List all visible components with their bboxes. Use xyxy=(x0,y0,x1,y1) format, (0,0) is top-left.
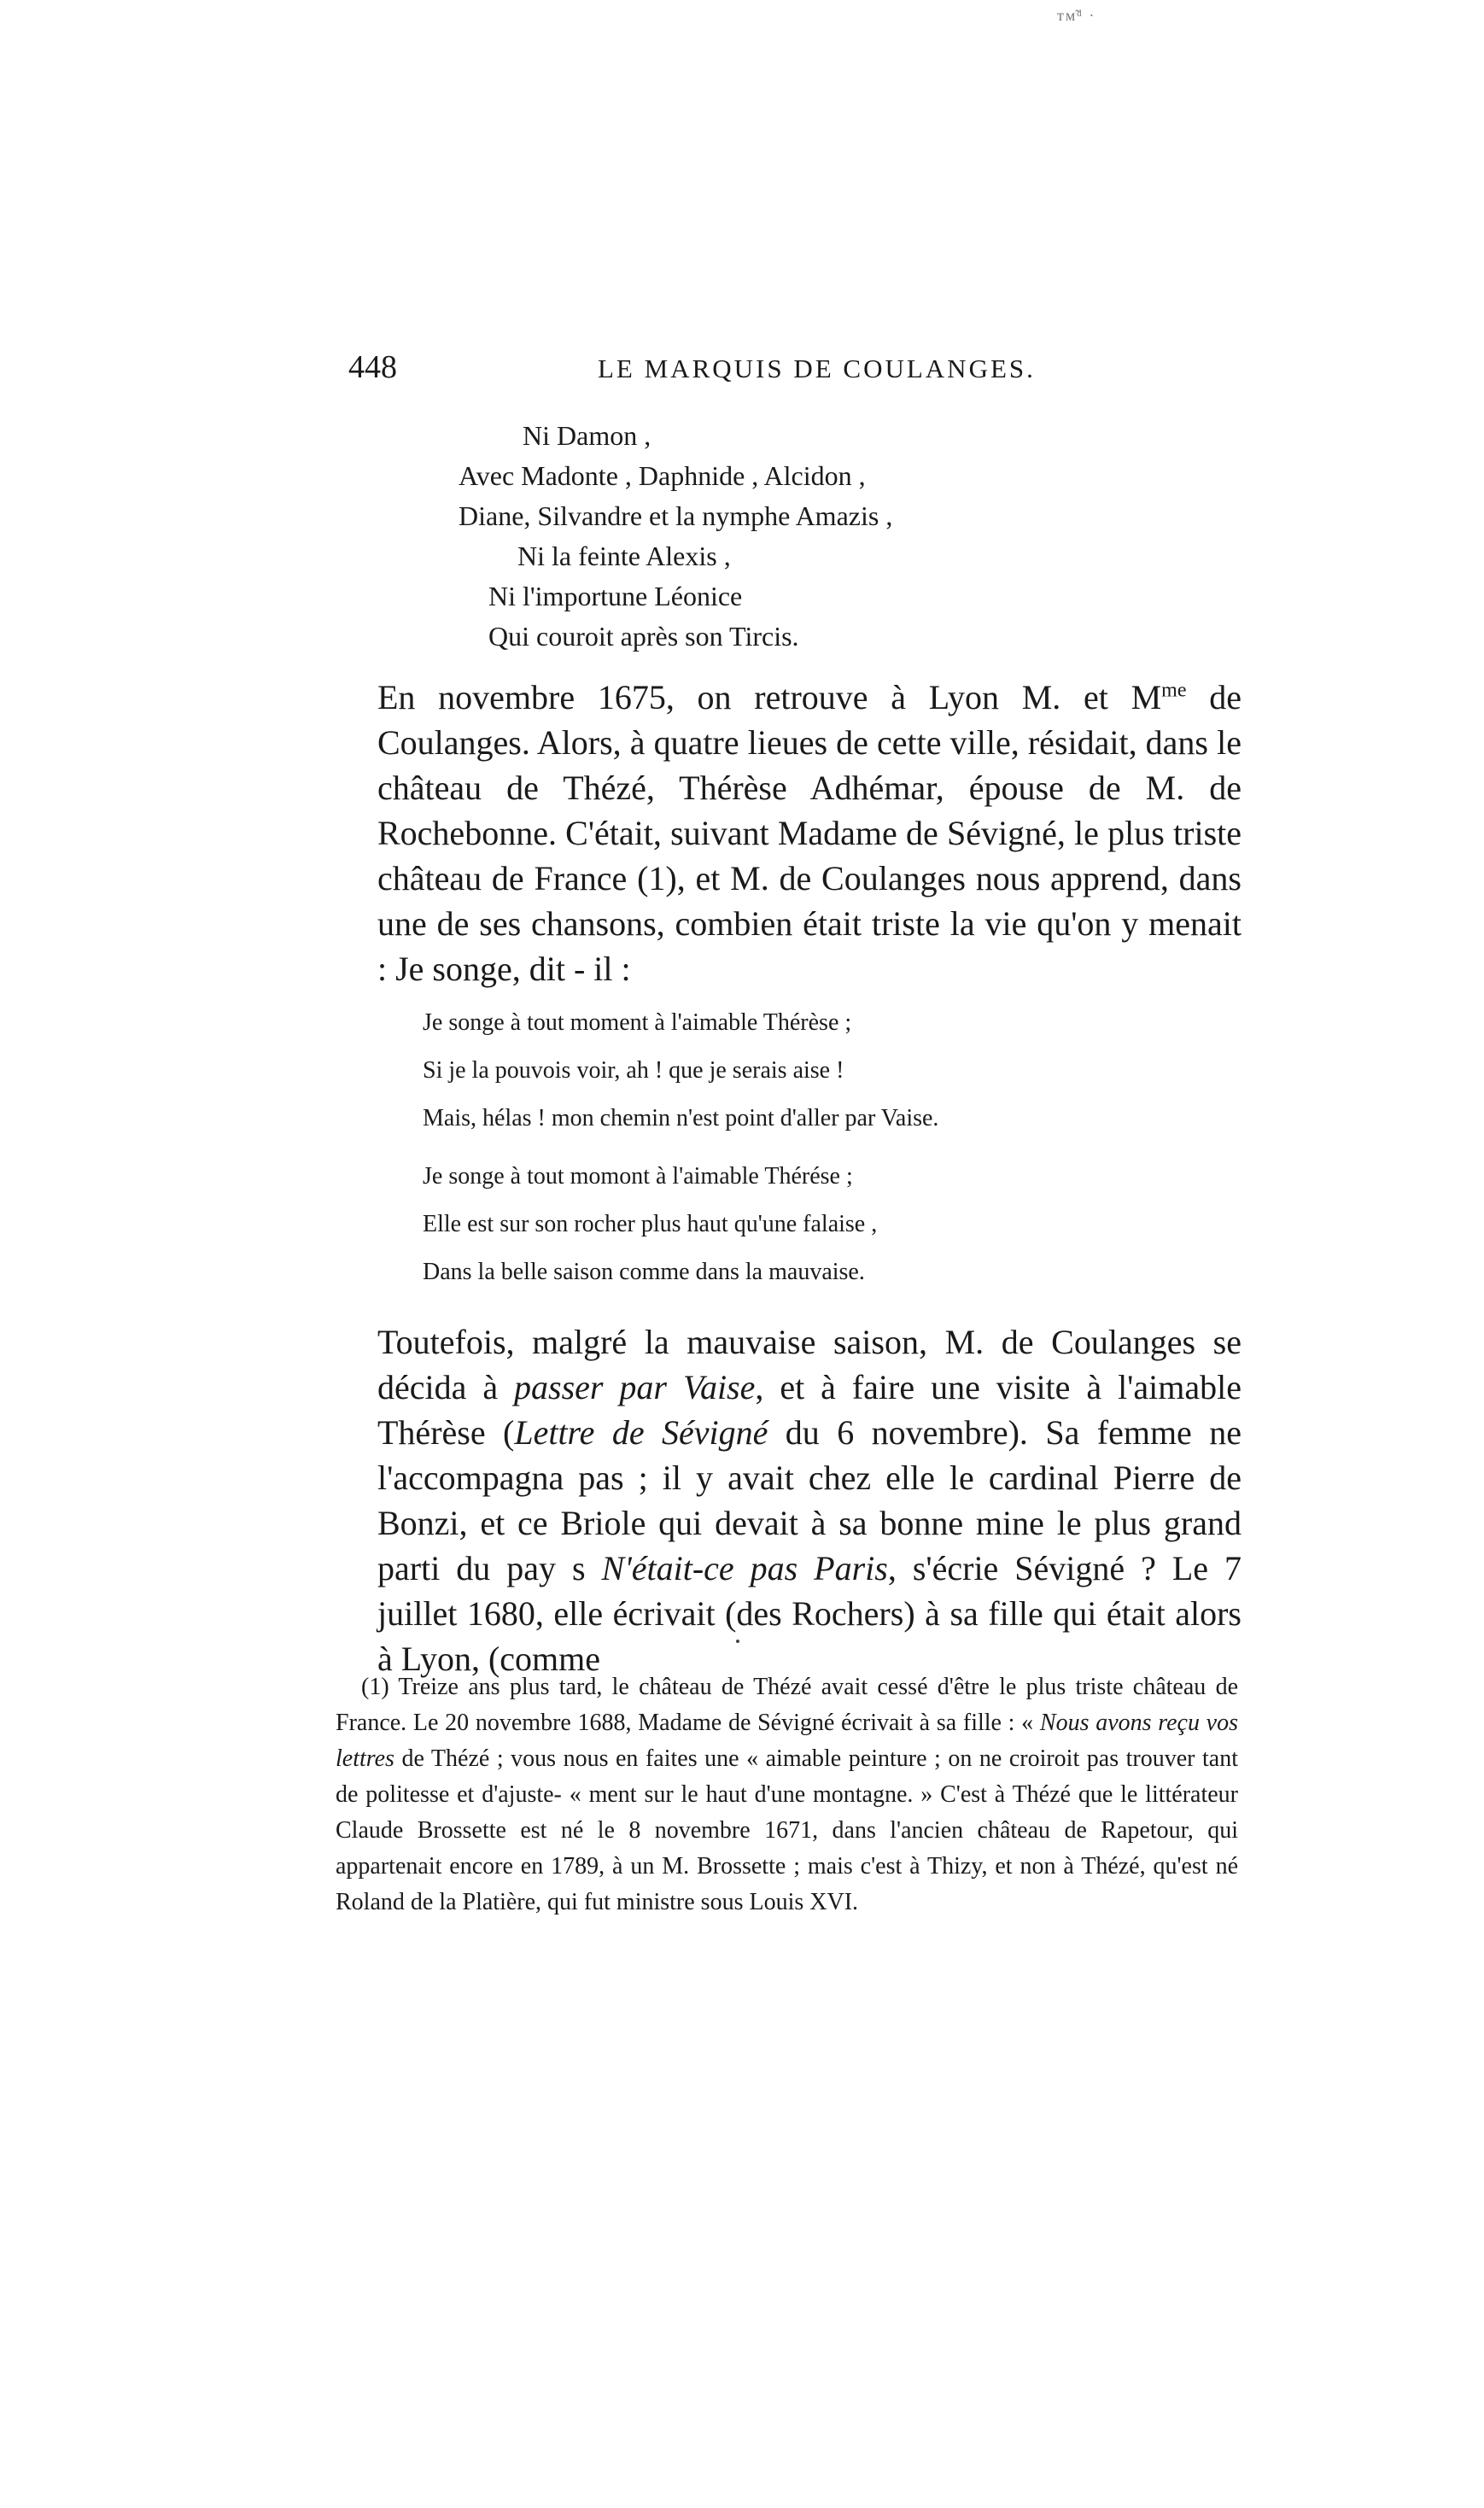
italic-text: Lettre de Sévigné xyxy=(514,1413,768,1452)
verse-line: Diane, Silvandre et la nymphe Amazis , xyxy=(459,500,893,531)
song-line: Dans la belle saison comme dans la mauvaise. xyxy=(423,1259,865,1285)
song-line: Si je la pouvois voir, ah ! que je serais aise ! xyxy=(423,1057,844,1084)
verse-line: Avec Madonte , Daphnide , Alcidon , xyxy=(459,460,866,491)
library-stamp-mark: ᴛᴍ̃ᵈ · xyxy=(1057,7,1096,24)
verse-line: Qui couroit après son Tircis. xyxy=(488,621,799,652)
dot-mark xyxy=(736,1640,739,1643)
paragraph-1: En novembre 1675, on retrouve à Lyon M. et $M^{me}$ de Coulanges. Alors, à quatre lieues de cette ville, résidait, dans le château de Thézé, Thérèse Adhémar, épouse de M. de Rochebonne. C'était, suivant Madame de Sévigné, le plus triste château de France (1), et M. de Coulanges nous apprend, dans une de ses chansons, combien était triste la vie qu'on y menait : Je songe, dit - il : xyxy=(377,678,1242,988)
italic-text: N'était-ce pas Paris xyxy=(601,1549,888,1587)
superscript: me xyxy=(1161,679,1187,702)
song-line: Elle est sur son rocher plus haut qu'une falaise , xyxy=(423,1211,878,1237)
italic-text: passer par Vaise xyxy=(514,1368,756,1406)
song-line: Je songe à tout momont à l'aimable Thérése ; xyxy=(423,1163,853,1190)
verse-line: Ni l'importune Léonice xyxy=(488,581,743,611)
footnote: (1) Treize ans plus tard, le château de Thézé avait cessé d'être le plus triste château de France. Le 20 novembre 1688, Madame de Sévigné écrivait à sa fille : « Nous avons reçu vos lettres de Thézé ; vous nous en faites une « aimable peinture ; on ne croiroit pas trouver tant de politesse et d'ajuste- « ment sur le haut d'une montagne. » C'est à Thézé que le littérateur Claude Brossette est né le 8 novembre 1671, dans l'ancien château de Rapetour, qui appartenait encore en 1789, à un M. Brossette ; mais c'est à Thizy, et non à Thézé, qu'est né Roland de la Platière, qui fut ministre sous Louis XVI. xyxy=(336,1674,1238,1915)
italic-text: Nous avons reçu vos lettres xyxy=(336,1710,1238,1772)
running-title: LE MARQUIS DE COULANGES. xyxy=(598,354,1036,383)
song-line: Mais, hélas ! mon chemin n'est point d'aller par Vaise. xyxy=(423,1105,939,1131)
song-line: Je songe à tout moment à l'aimable Thérèse ; xyxy=(423,1009,852,1036)
verse-line: Ni la feinte Alexis , xyxy=(517,541,731,571)
paragraph-2: Toutefois, malgré la mauvaise saison, M. de Coulanges se décida à passer par Vaise, et à faire une visite à l'aimable Thérèse (Lettre de Sévigné du 6 novembre). Sa femme ne l'accompagna pas ; il y avait chez elle le cardinal Pierre de Bonzi, et ce Briole qui devait à sa bonne mine le plus grand parti du pay s N'était-ce pas Paris, s'écrie Sévigné ? Le 7 juillet 1680, elle écrivait (des Rochers) à sa fille qui était alors à Lyon, (comme xyxy=(377,1323,1242,1678)
verse-line: Ni Damon , xyxy=(523,420,651,451)
page-number: 448 xyxy=(348,349,397,385)
